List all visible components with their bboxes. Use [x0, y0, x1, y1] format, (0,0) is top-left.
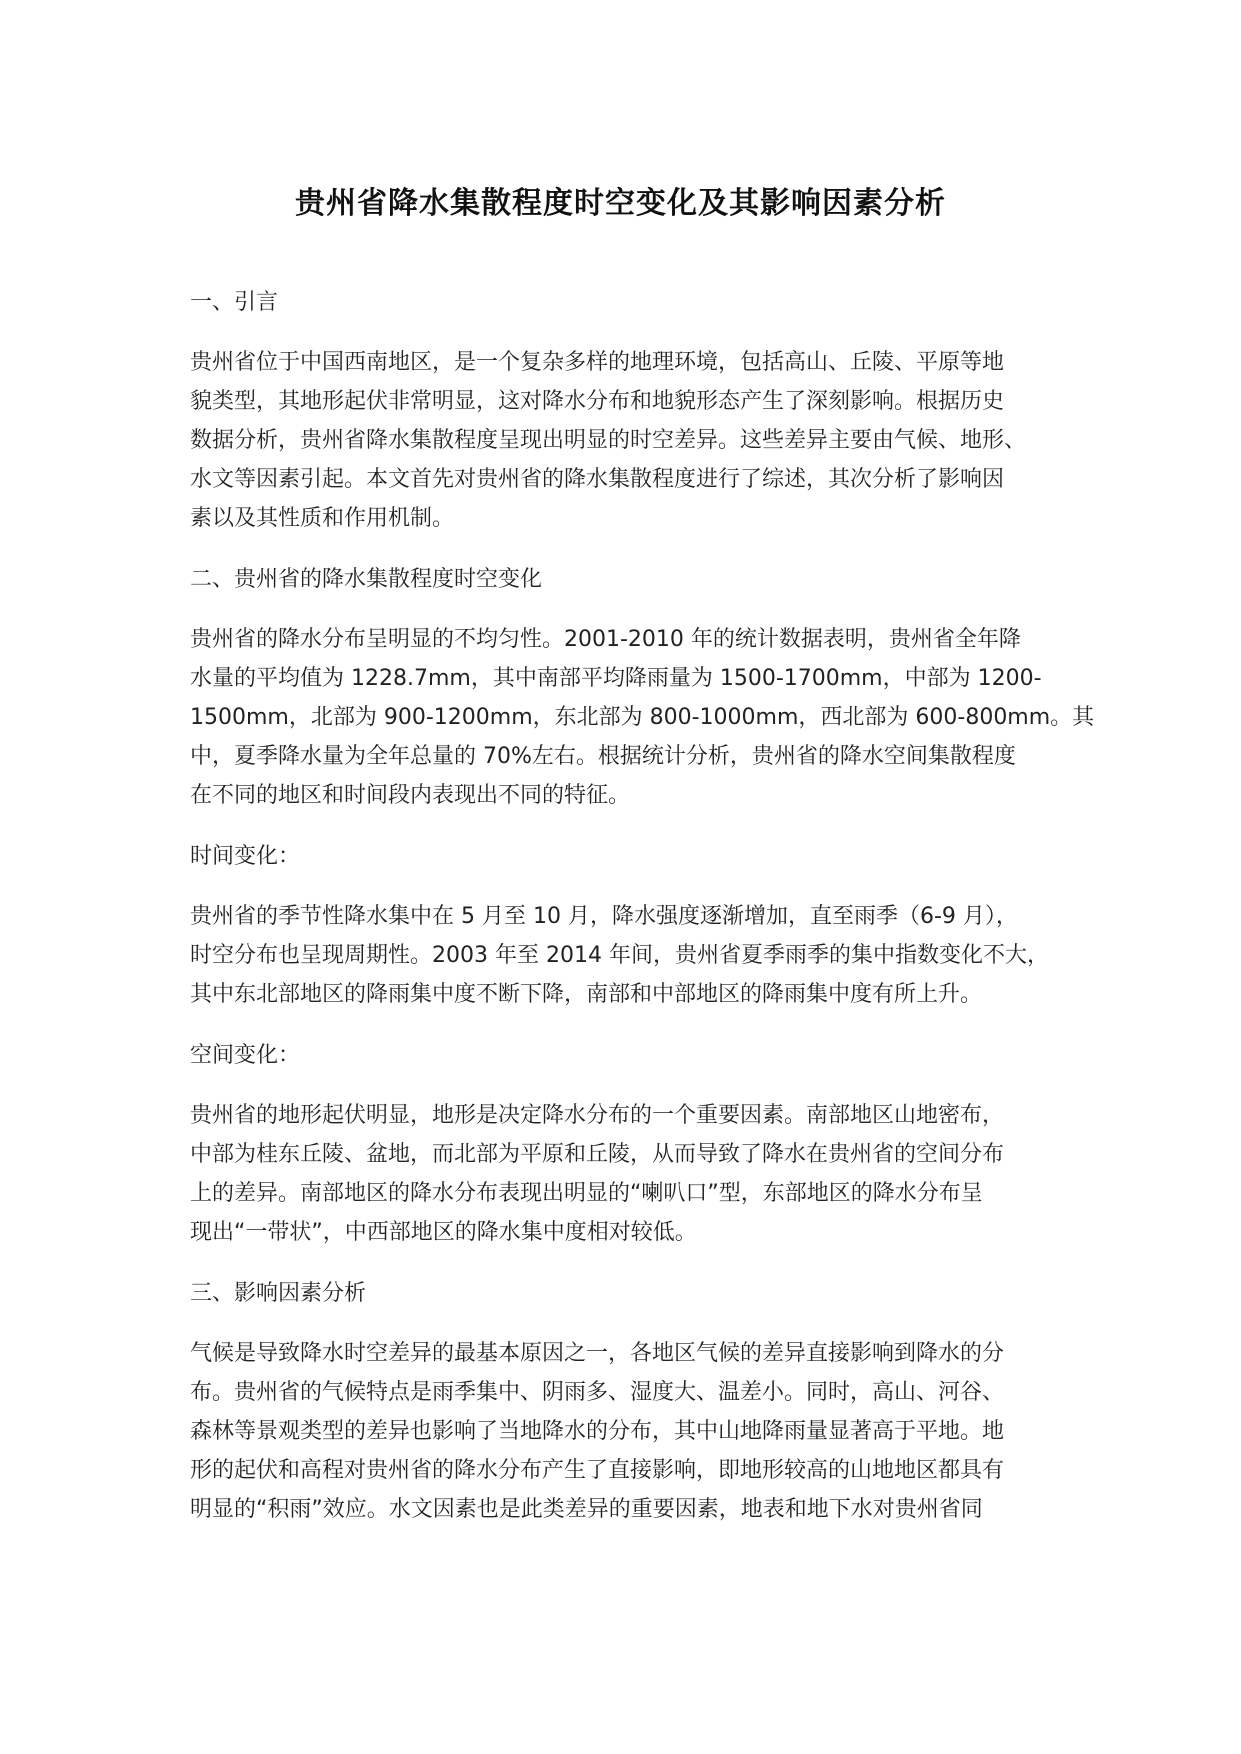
- paragraph-time: [190, 897, 1060, 1014]
- text-line: 现出“一带状”，中西部地区的降水集中度相对较低。: [190, 1220, 697, 1245]
- text-line: 上的差异。南部地区的降水分布表现出明显的“喇叭口”型，东部地区的降水分布呈: [190, 1181, 983, 1206]
- document-body: [190, 283, 1095, 1551]
- text-line: 水量的平均值为 1228.7mm，其中南部平均降雨量为 1500-1700mm，中部为 1200-: [190, 666, 1042, 691]
- section-heading-time: 时间变化：: [190, 844, 301, 869]
- text-line: 明显的“积雨”效应。水文因素也是此类差异的重要因素，地表和地下水对贵州省同: [190, 1497, 983, 1522]
- text-line: 贵州省的降水分布呈明显的不均匀性。2001-2010 年的统计数据表明，贵州省全年降: [190, 627, 1021, 652]
- text-line: 数据分析，贵州省降水集散程度呈现出明显的时空差异。这些差异主要由气候、地形、: [190, 428, 1027, 453]
- paragraph-intro: [190, 343, 1060, 538]
- document-title: 贵州省降水集散程度时空变化及其影响因素分析: [295, 186, 946, 221]
- text-line: 形的起伏和高程对贵州省的降水分布产生了直接影响，即地形较高的山地地区都具有: [190, 1458, 1005, 1483]
- text-line: 素以及其性质和作用机制。: [190, 506, 455, 531]
- text-line: 中，夏季降水量为全年总量的 70%左右。根据统计分析，贵州省的降水空间集散程度: [190, 744, 1016, 769]
- text-line: 在不同的地区和时间段内表现出不同的特征。: [190, 783, 631, 808]
- text-line: 布。贵州省的气候特点是雨季集中、阴雨多、湿度大、温差小。同时，高山、河谷、: [190, 1380, 1005, 1405]
- text-line: 其中东北部地区的降雨集中度不断下降，南部和中部地区的降雨集中度有所上升。: [190, 982, 983, 1007]
- text-line: 1500mm，北部为 900-1200mm，东北部为 800-1000mm，西北部为 600-800mm。其: [190, 705, 1095, 730]
- text-line: 貌类型，其地形起伏非常明显，这对降水分布和地貌形态产生了深刻影响。根据历史: [190, 389, 1005, 414]
- paragraph-space: [190, 1096, 1060, 1252]
- text-line: 贵州省位于中国西南地区，是一个复杂多样的地理环境，包括高山、丘陵、平原等地: [190, 350, 1005, 375]
- text-line: 水文等因素引起。本文首先对贵州省的降水集散程度进行了综述，其次分析了影响因: [190, 467, 1005, 492]
- paragraph-factors: [190, 1334, 1060, 1529]
- section-heading-change: 二、贵州省的降水集散程度时空变化: [190, 567, 543, 592]
- text-line: 气候是导致降水时空差异的最基本原因之一，各地区气候的差异直接影响到降水的分: [190, 1341, 1005, 1366]
- text-line: 时空分布也呈现周期性。2003 年至 2014 年间，贵州省夏季雨季的集中指数变化不大，: [190, 943, 1049, 968]
- paragraph-change: [190, 620, 1095, 815]
- text-line: 贵州省的季节性降水集中在 5 月至 10 月，降水强度逐渐增加，直至雨季（6-9 月），: [190, 904, 1018, 929]
- text-line: 中部为桂东丘陵、盆地，而北部为平原和丘陵，从而导致了降水在贵州省的空间分布: [190, 1142, 1005, 1167]
- section-heading-space: 空间变化：: [190, 1043, 301, 1068]
- text-line: 森林等景观类型的差异也影响了当地降水的分布，其中山地降雨量显著高于平地。地: [190, 1419, 1005, 1444]
- section-heading-factors: 三、影响因素分析: [190, 1281, 367, 1306]
- section-heading-intro: 一、引言: [190, 290, 279, 315]
- text-line: 贵州省的地形起伏明显，地形是决定降水分布的一个重要因素。南部地区山地密布，: [190, 1103, 1005, 1128]
